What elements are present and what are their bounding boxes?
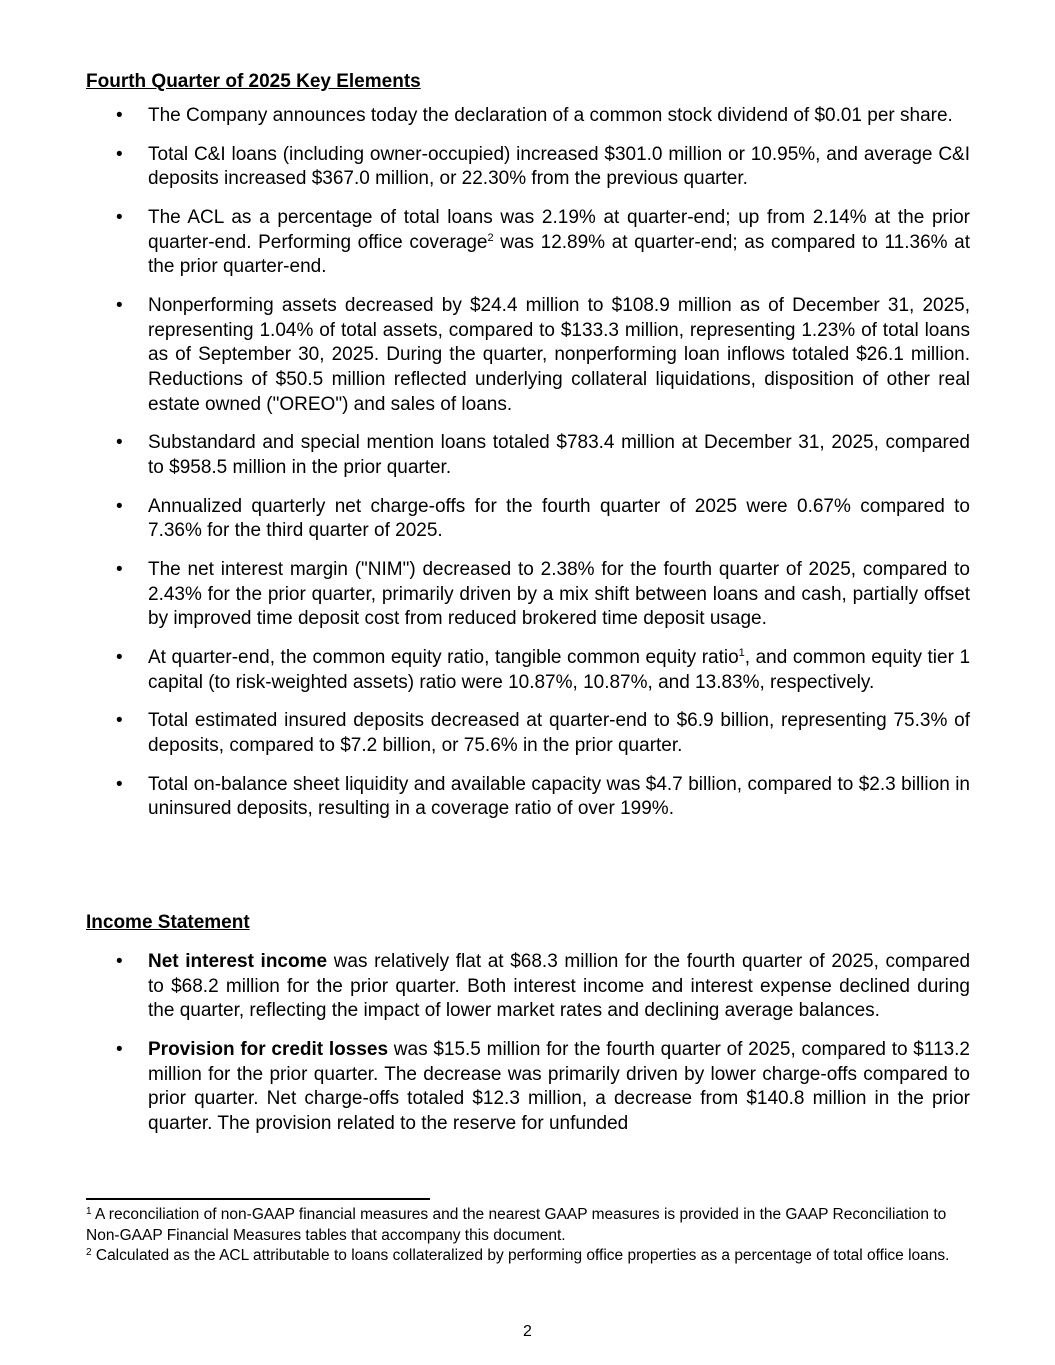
bullet-text: Annualized quarterly net charge-offs for the fourth quarter of 2025 were 0.67% compared to 7.36% for the third quarter of 2025. <box>148 495 970 542</box>
bullet-text: The ACL as a percentage of total loans was 2.19% at quarter-end; up from 2.14% at the prior quarter-end. Performing office coverage <box>148 207 970 253</box>
bullet-icon: • <box>116 495 123 517</box>
list-item <box>86 950 970 1024</box>
bullet-text: was relatively flat at $68.3 million for the fourth quarter of 2025, compared to $68.2 million for the prior quarter. Both interest income and interest expense declined during the quarter, reflecting the impact of lower market rates and declining average balances. <box>148 951 971 1022</box>
bullet-icon: • <box>116 295 123 317</box>
bullet-icon: • <box>116 105 123 126</box>
list-item <box>86 558 970 632</box>
income-statement-list <box>86 950 970 1151</box>
bullet-lead-term: Provision for credit losses <box>148 1038 389 1060</box>
bullet-icon: • <box>116 432 123 454</box>
bullet-text-continued: was 12.89% at quarter-end; as compared to 11.36% at the prior quarter-end. <box>148 231 970 278</box>
footnote-text: A reconciliation of non-GAAP financial measures and the nearest GAAP measures is provided in the GAAP Reconciliation to Non-GAAP Financial Measures tables that accompany this document. <box>86 1206 947 1244</box>
list-item <box>86 495 970 544</box>
list-item <box>86 104 970 129</box>
section-heading-income-statement: Income Statement <box>86 912 250 933</box>
list-item <box>86 709 970 758</box>
list-item <box>86 1038 970 1136</box>
bullet-text: Total C&I loans (including owner-occupied) increased $301.0 million or 10.95%, and average C&I deposits increased $367.0 million, or 22.30% from the previous quarter. <box>148 143 970 190</box>
bullet-icon: • <box>116 207 123 229</box>
footnote-marker: 2 <box>86 1247 92 1258</box>
bullet-icon: • <box>116 143 123 165</box>
list-item <box>86 294 970 417</box>
bullet-text: Total estimated insured deposits decreased at quarter-end to $6.9 billion, representing 75.3% of deposits, compared to $7.2 billion, or 75.6% in the prior quarter. <box>148 710 970 756</box>
footnote-divider <box>86 1198 430 1200</box>
bullet-text-continued: , and common equity tier 1 capital (to risk-weighted assets) ratio were 10.87%, 10.87%, and 13.83%, respectively. <box>148 647 971 693</box>
bullet-text: The net interest margin ("NIM") decreased to 2.38% for the fourth quarter of 2025, compared to 2.43% for the prior quarter, primarily driven by a mix shift between loans and cash, partially offset by improved time deposit cost from reduced brokered time deposit usage. <box>148 559 970 630</box>
bullet-text: Total on-balance sheet liquidity and available capacity was $4.7 billion, compared to $2.3 billion in uninsured deposits, resulting in a coverage ratio of over 199%. <box>148 773 970 820</box>
footnotes <box>86 1205 970 1267</box>
footnote-marker: 1 <box>86 1206 92 1217</box>
bullet-icon: • <box>116 1038 123 1060</box>
list-item <box>86 206 970 280</box>
bullet-icon: • <box>116 951 123 972</box>
bullet-text: Nonperforming assets decreased by $24.4 million to $108.9 million as of December 31, 2025, representing 1.04% of total assets, compared to $133.3 million, representing 1.23% of total loans as of September 30, 2025. During the quarter, nonperforming loan inflows totaled $26.1 million. Reductions of $50.5 million reflected underlying collateral liquidations, disposition of other real estate owned ("OREO") and sales of loans. <box>148 295 970 415</box>
footnote-text: Calculated as the ACL attributable to loans collateralized by performing office properties as a percentage of total office loans. <box>91 1247 950 1264</box>
bullet-icon: • <box>116 710 123 732</box>
section-heading-key-elements: Fourth Quarter of 2025 Key Elements <box>86 71 421 92</box>
list-item <box>86 773 970 822</box>
bullet-icon: • <box>116 647 123 668</box>
bullet-text: was $15.5 million for the fourth quarter of 2025, compared to $113.2 million for the prior quarter. The decrease was primarily driven by lower charge-offs compared to prior quarter. Net charge-offs totaled $12.3 million, a decrease from $140.8 million in the prior quarter. The provision related to the reserve for unfunded <box>148 1038 970 1134</box>
list-item <box>86 431 970 480</box>
page-number: 2 <box>523 1323 532 1340</box>
key-elements-list <box>86 104 970 836</box>
bullet-icon: • <box>116 559 123 581</box>
list-item <box>86 646 970 695</box>
bullet-icon: • <box>116 773 123 795</box>
footnote-ref: 1 <box>738 647 745 659</box>
footnote-1 <box>86 1205 970 1246</box>
list-item <box>86 143 970 192</box>
footnote-ref: 2 <box>487 231 494 244</box>
bullet-text: The Company announces today the declaration of a common stock dividend of $0.01 per share. <box>148 105 953 126</box>
bullet-lead-term: Net interest income <box>148 951 328 972</box>
bullet-text: At quarter-end, the common equity ratio, tangible common equity ratio <box>148 647 739 668</box>
footnote-2 <box>86 1246 970 1267</box>
bullet-text: Substandard and special mention loans totaled $783.4 million at December 31, 2025, compared to $958.5 million in the prior quarter. <box>148 432 970 478</box>
